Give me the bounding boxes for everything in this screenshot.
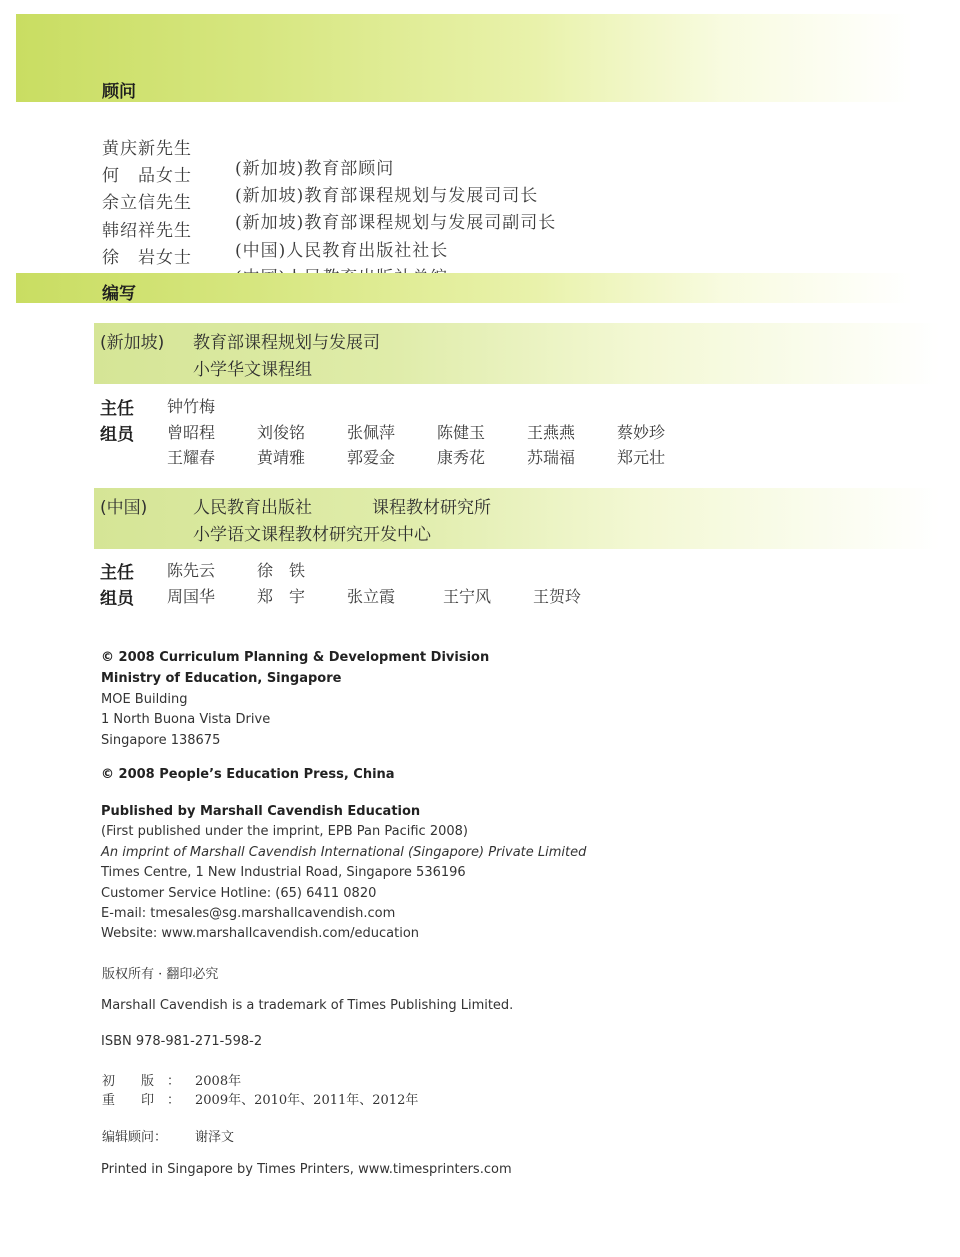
member-name: 张佩萍 [347,423,396,442]
moe-address-line1: MOE Building [101,692,188,707]
advisors-header-band [16,14,960,102]
publisher-address: Times Centre, 1 New Industrial Road, Singapore 536196 [101,865,466,880]
singapore-director: 钟竹梅 [167,397,216,416]
member-name: 张立霞 [347,587,396,606]
member-name: 蔡妙珍 [617,423,666,442]
customer-hotline: Customer Service Hotline: (65) 6411 0820 [101,886,377,901]
isbn: ISBN 978-981-271-598-2 [101,1034,263,1049]
first-edition-label: 初 版 ： [102,1074,181,1089]
editorial-advisor-label: 编辑顾问： [102,1130,168,1145]
member-name: 苏瑞福 [527,448,576,467]
member-name: 曾昭程 [167,423,216,442]
copyright-pep: © 2008 People’s Education Press, China [101,767,395,782]
rights-reserved: 版权所有 · 翻印必究 [102,967,219,982]
publisher-line: Published by Marshall Cavendish Education [101,804,421,819]
advisor-name: 徐 岩女士 [102,248,192,268]
moe-address-line2: 1 North Buona Vista Drive [101,712,271,727]
reprint-value: 2009年、2010年、2011年、2012年 [195,1093,419,1108]
member-name: 刘俊铭 [257,423,306,442]
member-name: 王宁风 [443,587,492,606]
reprint-label: 重 印 ： [102,1093,181,1108]
trademark-note: Marshall Cavendish is a trademark of Times Publishing Limited. [101,998,514,1013]
editors-header-band [16,273,960,303]
editors-heading: 编写 [102,284,136,304]
member-name: 康秀花 [437,448,486,467]
singapore-country: (新加坡) [100,333,165,353]
member-name: 王燕燕 [527,423,576,442]
advisor-title: (新加坡)教育部顾问 [235,159,395,179]
advisor-title: (中国)人民教育出版社社长 [235,241,449,261]
china-director: 陈先云 [167,561,216,580]
copyright-moe: © 2008 Curriculum Planning & Development Division [101,650,490,665]
advisors-heading: 顾问 [102,82,136,102]
advisor-title: (新加坡)教育部课程规划与发展司司长 [235,186,539,206]
china-director: 徐 铁 [257,561,306,580]
advisor-title: (新加坡)教育部课程规划与发展司副司长 [235,213,557,233]
advisor-name: 余立信先生 [102,193,192,213]
member-name: 周国华 [167,587,216,606]
member-name: 郭爱金 [347,448,396,467]
member-name: 黄靖雅 [257,448,306,467]
member-name: 陈健玉 [437,423,486,442]
singapore-members-label: 组员 [100,425,134,445]
first-edition-value: 2008年 [195,1074,242,1089]
china-country: (中国) [100,498,148,518]
china-org-line2: 小学语文课程教材研究开发中心 [193,525,431,545]
first-published-note: (First published under the imprint, EPB Pan Pacific 2008) [101,824,468,839]
editorial-advisor-name: 谢泽文 [195,1130,235,1145]
advisor-name: 何 品女士 [102,166,192,186]
advisor-name: 韩绍祥先生 [102,221,192,241]
member-name: 郑元壮 [617,448,666,467]
member-name: 郑 宇 [257,587,306,606]
member-name: 王贺玲 [533,587,582,606]
singapore-org-line2: 小学华文课程组 [193,360,312,380]
advisor-name: 黄庆新先生 [102,139,192,159]
china-org-line1a: 人民教育出版社 [193,498,312,518]
publisher-email: E-mail: tmesales@sg.marshallcavendish.com [101,906,396,921]
imprint-note: An imprint of Marshall Cavendish International (Singapore) Private Limited [101,845,587,860]
singapore-director-label: 主任 [100,399,134,419]
printed-by: Printed in Singapore by Times Printers, www.timesprinters.com [101,1162,512,1177]
singapore-org-line1: 教育部课程规划与发展司 [193,333,380,353]
member-name: 王耀春 [167,448,216,467]
china-org-line1b: 课程教材研究所 [372,498,491,518]
china-members-label: 组员 [100,589,134,609]
publisher-website: Website: www.marshallcavendish.com/education [101,926,420,941]
moe-address-line3: Singapore 138675 [101,733,221,748]
copyright-moe-org: Ministry of Education, Singapore [101,671,342,686]
china-director-label: 主任 [100,563,134,583]
